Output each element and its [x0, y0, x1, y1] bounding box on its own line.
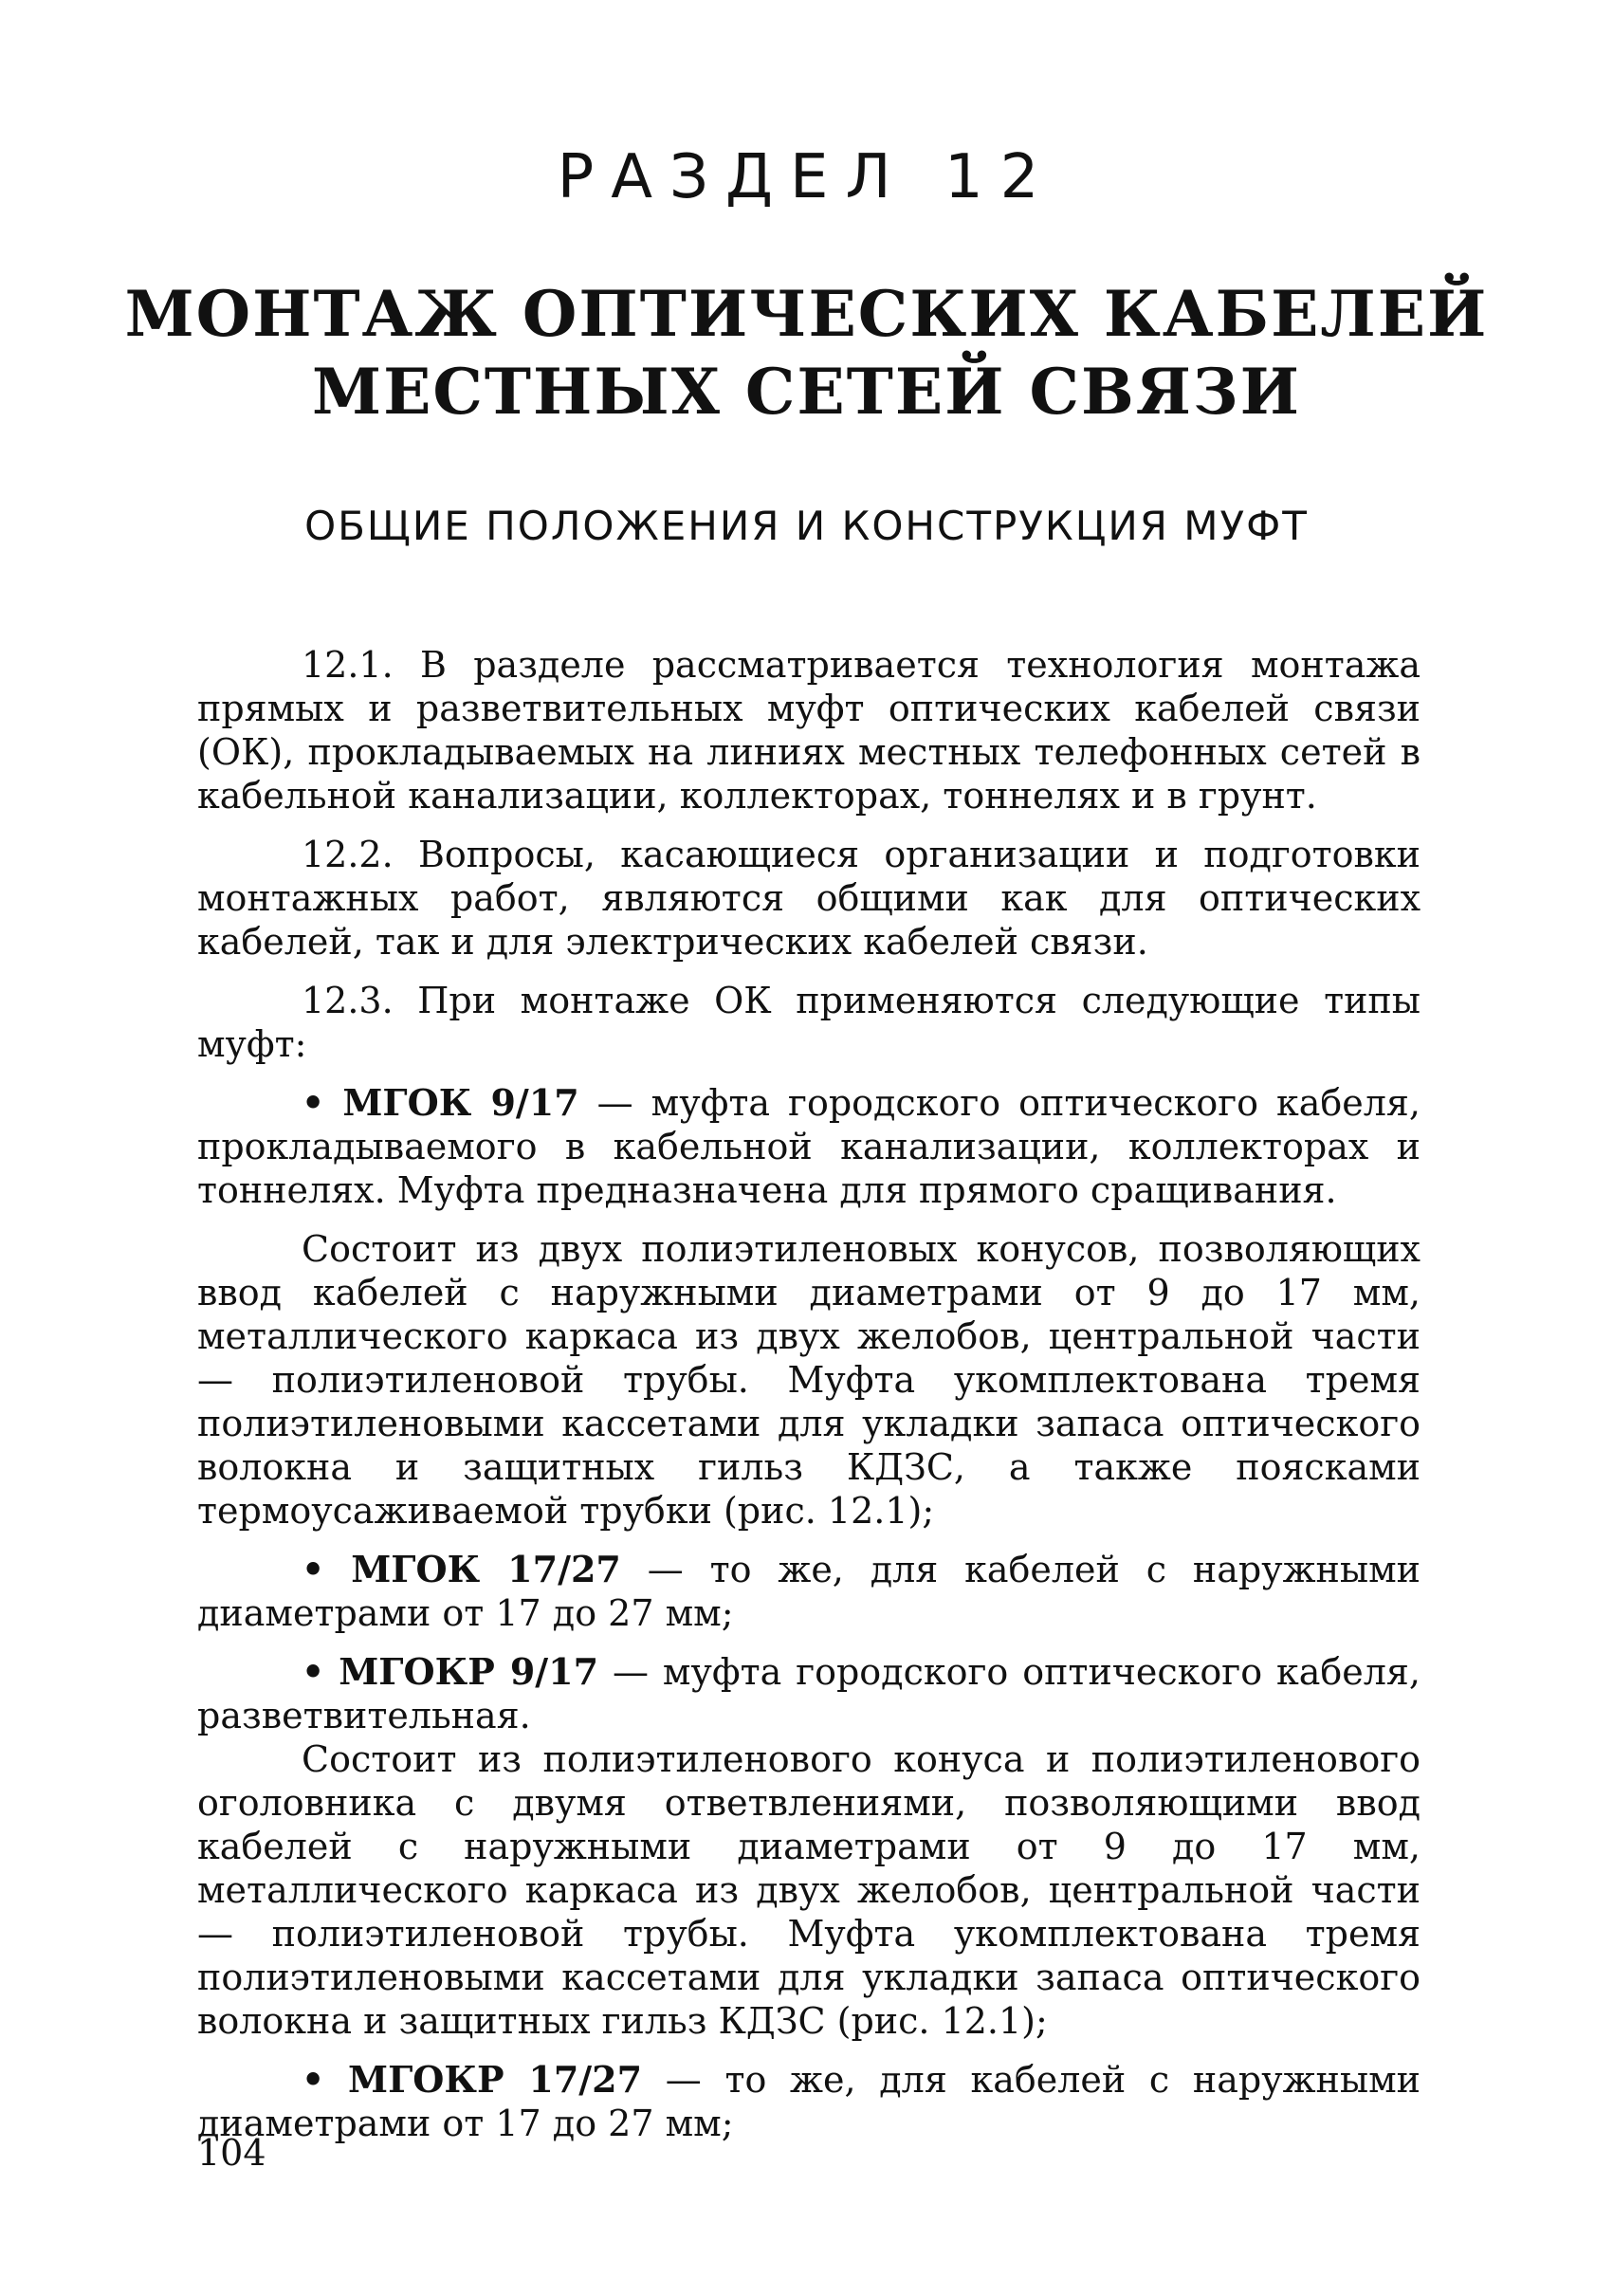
bullet-mark: • [302, 2058, 325, 2101]
bullet-code: МГОКР 9/17 [339, 1650, 599, 1693]
chapter-title-line-1: МОНТАЖ ОПТИЧЕСКИХ КАБЕЛЕЙ [124, 277, 1489, 351]
bullet-detail-mgok-9-17: Состоит из двух полиэтиленовых конусов, позволяющих ввод кабелей с наружными диаметрами от 9 до 17 мм, металлического каркаса из двух желобов, центральной части — полиэтиленовой трубы. Муфта укомплектована тремя полиэтиленовыми кассетами для укладки запаса оптического волокна и защитных гильз КДЗС, а также поясками термоусаживаемой трубки (рис. 12.1); [197, 1228, 1421, 1532]
section-label: РАЗДЕЛ 12 [557, 142, 1056, 212]
bullet-code: МГОК 17/27 [351, 1548, 621, 1590]
bullet-text: — муфта городского оптического кабеля, прокладываемого в кабельной канализации, коллекторах и тоннелях. Муфта предназначена для прямого сращивания. [197, 1082, 1421, 1211]
bullet-item-mgok-17-27 [197, 1548, 1421, 1635]
bullet-item-mgokr-9-17 [197, 1650, 1421, 1737]
bullet-code: МГОКР 17/27 [348, 2058, 643, 2101]
chapter-title-line-2: МЕСТНЫХ СЕТЕЙ СВЯЗИ [312, 355, 1301, 429]
bullet-mark: • [302, 1650, 325, 1693]
bullet-text: — муфта городского оптического кабеля, разветвительная. [197, 1651, 1421, 1736]
body-text [197, 643, 1421, 2160]
paragraph-12-1: 12.1. В разделе рассматривается технология монтажа прямых и разветвительных муфт оптических кабелей связи (ОК), прокладываемых на линиях местных телефонных сетей в кабельной канализации, коллекторах, тоннелях и в грунт. [197, 644, 1421, 817]
page-number: 104 [197, 2132, 266, 2174]
bullet-text: — то же, для кабелей с наружными диаметрами от 17 до 27 мм; [197, 1549, 1421, 1634]
subsection-title: ОБЩИЕ ПОЛОЖЕНИЯ И КОНСТРУКЦИЯ МУФТ [304, 503, 1309, 549]
bullet-code: МГОК 9/17 [342, 1081, 579, 1124]
bullet-text: — то же, для кабелей с наружными диаметрами от 17 до 27 мм; [197, 2059, 1421, 2144]
bullet-mark: • [302, 1081, 325, 1124]
paragraph-12-2: 12.2. Вопросы, касающиеся организации и подготовки монтажных работ, являются общими как для оптических кабелей, так и для электрических кабелей связи. [197, 834, 1421, 963]
bullet-item-mgok-9-17 [197, 1081, 1421, 1212]
bullet-mark: • [302, 1548, 325, 1590]
bullet-detail-mgokr-9-17: Состоит из полиэтиленового конуса и полиэтиленового оголовника с двумя ответвлениями, позволяющими ввод кабелей с наружными диаметрами от 9 до 17 мм, металлического каркаса из двух желобов, центральной части — полиэтиленовой трубы. Муфта укомплектована тремя полиэтиленовыми кассетами для укладки запаса оптического волокна и защитных гильз КДЗС (рис. 12.1); [197, 1738, 1421, 2042]
chapter-title [0, 275, 1613, 431]
paragraph-12-3: 12.3. При монтаже ОК применяются следующие типы муфт: [197, 980, 1421, 1065]
bullet-item-mgokr-17-27 [197, 2058, 1421, 2145]
